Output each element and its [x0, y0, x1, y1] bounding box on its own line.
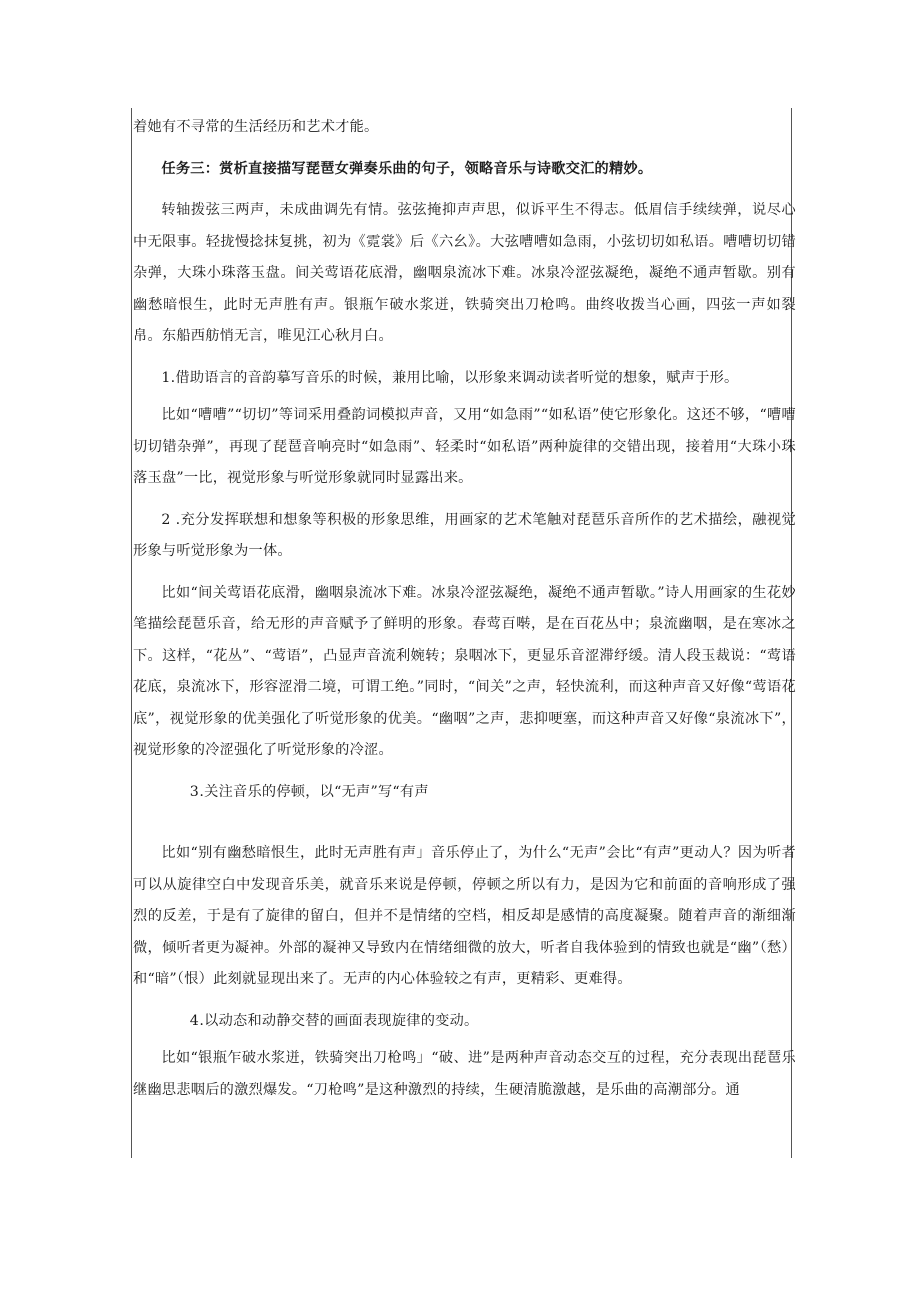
point-2-body: 比如“间关莺语花底滑，幽咽泉流冰下难。冰泉冷涩弦凝绝，凝绝不通声暂歇。”诗人用画家的生花妙笔描绘琵琶乐音，给无形的声音赋予了鲜明的形象。春莺百啭，是在百花丛中；泉流幽咽，是在寒冰之下。这样，“花丛”、“莺语”，凸显声音流利婉转；泉咽冰下，更显乐音涩滞纾缓。清人段玉裁说：“莺语花底，泉流冰下，形容涩滑二境，可谓工绝。”同时，“间关”之声，轻快流利，而这种声音又好像“莺语花底”，视觉形象的优美强化了听觉形象的优美。“幽咽”之声，悲抑哽塞，而这种声音又好像“泉流冰下”，视觉形象的冷涩强化了听觉形象的冷涩。 [133, 584, 796, 758]
point-3-number: 3 [189, 783, 200, 800]
table-left-border [131, 108, 132, 1158]
point-2-heading: 2 .充分发挥联想和想象等积极的形象思维，用画家的艺术笔触对琵琶乐音所作的艺术描绘，融视觉形象与听觉形象为一体。 [133, 511, 796, 559]
point-4-number: 4 [189, 1012, 200, 1029]
point-1-body: 比如“嘈嘈”“切切”等词采用叠韵词模拟声音，又用“如急雨”“如私语”使它形象化。这还不够，“嘈嘈切切错杂弹”，再现了琵琶音响亮时“如急雨”、轻柔时“如私语”两种旋律的交错出现，接着用“大珠小珠落玉盘”一比，视觉形象与听觉形象就同时显露出来。 [133, 407, 796, 486]
task-three-heading: 任务三：赏析直接描写琵琶女弹奏乐曲的句子，领略音乐与诗歌交汇的精妙。 [161, 160, 653, 177]
table-cell-content [133, 112, 796, 1106]
paragraph-continuation: 着她有不寻常的生活经历和艺术才能。 [133, 119, 379, 135]
poem-excerpt: 转轴拨弦三两声，未成曲调先有情。弦弦掩抑声声思，似诉平生不得志。低眉信手续续弹，说尽心中无限事。轻拢慢捻抹复挑，初为《霓裳》后《六幺》。大弦嘈嘈如急雨，小弦切切如私语。嘈嘈切切错杂弹，大珠小珠落玉盘。间关莺语花底滑，幽咽泉流冰下难。冰泉冷涩弦凝绝，凝绝不通声暂歇。别有幽愁暗恨生，此时无声胜有声。银瓶乍破水浆迸，铁骑突出刀枪鸣。曲终收拨当心画，四弦一声如裂帛。东船西舫悄无言，唯见江心秋月白。 [133, 202, 796, 344]
point-1-heading: 1.借助语言的音韵摹写音乐的时候，兼用比喻，以形象来调动读者听觉的想象，赋声于形。 [161, 369, 739, 386]
point-3-body: 比如“别有幽愁暗恨生，此时无声胜有声」音乐停止了，为什么“无声”会比“有声”更动人？因为听者可以从旋律空白中发现音乐美，就音乐来说是停顿，停顿之所以有力，是因为它和前面的音响形成了强烈的反差，于是有了旋律的留白，但并不是情绪的空档，相反却是感情的高度凝聚。随着声音的渐细渐微，倾听者更为凝神。外部的凝神又导致内在情绪细微的放大，听者自我体验到的情致也就是“幽”（愁）和“暗”（恨）此刻就显现出来了。无声的内心体验较之有声，更精彩、更难得。 [133, 845, 796, 987]
point-3-title: .关注音乐的停顿，以“无声”写“有声 [199, 783, 429, 800]
point-4-heading [133, 1006, 796, 1038]
point-4-body: 比如“银瓶乍破水浆迸，铁骑突出刀枪鸣」“破、进”是两种声音动态交互的过程，充分表现出琵琶乐继幽思悲咽后的激烈爆发。“刀枪鸣”是这种激烈的持续，生硬清脆激越，是乐曲的高潮部分。通 [133, 1050, 796, 1098]
point-3-heading [133, 777, 796, 809]
point-4-title: .以动态和动静交替的画面表现旋律的变动。 [199, 1012, 479, 1029]
